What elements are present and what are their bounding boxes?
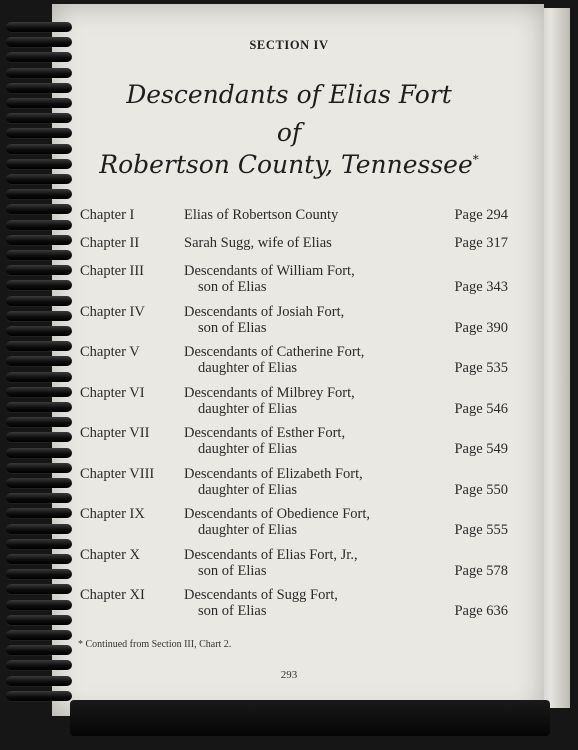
binding-coil <box>6 554 72 564</box>
toc-row <box>80 425 510 466</box>
desc-line-2: son of Elias <box>198 603 267 619</box>
page-reference: Page 555 <box>454 522 508 538</box>
chapter-label: Chapter I <box>80 207 135 223</box>
page-reference: Page 546 <box>454 400 508 417</box>
binding-coil <box>6 326 72 336</box>
chapter-label: Chapter VII <box>80 425 150 441</box>
toc-row <box>80 547 510 588</box>
binding-coil <box>6 539 72 549</box>
page-reference: Page 317 <box>454 235 508 251</box>
binding-coil <box>6 584 72 594</box>
binding-coil <box>6 569 72 579</box>
desc-line-2: daughter of Elias <box>198 400 298 417</box>
desc-line-1: Descendants of Sugg Fort, <box>184 587 338 603</box>
chapter-label: Chapter IX <box>80 506 145 522</box>
chapter-description <box>184 235 332 251</box>
binding-coil <box>6 235 72 245</box>
title-line-3 <box>0 150 578 179</box>
binding-coil <box>6 417 72 427</box>
toc-row <box>80 587 510 628</box>
desc-line-1: Descendants of Esther Fort, <box>184 425 346 441</box>
toc-row <box>80 207 510 235</box>
page-reference: Page 578 <box>454 562 508 579</box>
chapter-description <box>184 587 338 619</box>
page-reference: Page 535 <box>454 360 508 376</box>
binding-coil <box>6 432 72 442</box>
toc-row <box>80 235 510 263</box>
section-heading: SECTION IV <box>249 38 329 52</box>
desc-line-1: Descendants of William Fort, <box>184 263 355 279</box>
desc-line-1: Descendants of Obedience Fort, <box>184 506 371 522</box>
page-reference: Page 636 <box>454 603 508 619</box>
chapter-description <box>184 466 363 498</box>
footnote: * Continued from Section III, Chart 2. <box>78 639 232 650</box>
binding-coil <box>6 508 72 518</box>
chapter-label: Chapter X <box>80 546 140 563</box>
chapter-description <box>184 207 338 223</box>
toc-row <box>80 466 510 507</box>
binding-coil <box>6 478 72 488</box>
binding-coil <box>6 250 72 260</box>
desc-line-2: son of Elias <box>198 562 267 579</box>
desc-line-1: Descendants of Catherine Fort, <box>184 344 365 360</box>
binding-coil <box>6 615 72 625</box>
desc-line-2: son of Elias <box>198 319 267 336</box>
page-reference: Page 343 <box>454 279 508 295</box>
chapter-description <box>184 263 355 295</box>
binding-coil <box>6 524 72 534</box>
desc-line-2: son of Elias <box>198 279 267 295</box>
chapter-label: Chapter V <box>80 344 140 360</box>
page-reference: Page 294 <box>454 207 508 223</box>
binding-coil <box>6 220 72 230</box>
desc-line-1: Descendants of Elizabeth Fort, <box>184 465 363 482</box>
desc-line-2: daughter of Elias <box>198 360 298 376</box>
binding-coil <box>6 341 72 351</box>
desc-line-1: Descendants of Elias Fort, Jr., <box>184 546 358 563</box>
binding-coil <box>6 372 72 382</box>
chapter-description <box>184 344 364 376</box>
chapter-label: Chapter III <box>80 263 145 279</box>
chapter-description <box>184 304 344 336</box>
binding-coil <box>6 402 72 412</box>
desc-line-1: Descendants of Milbrey Fort, <box>184 384 355 401</box>
binding-coil <box>6 280 72 290</box>
chapter-label: Chapter II <box>80 235 140 251</box>
binding-coil <box>6 52 72 62</box>
page-number: 293 <box>280 669 298 681</box>
chapter-label: Chapter IV <box>80 303 145 320</box>
title-line-1: Descendants of Elias Fort <box>126 80 452 109</box>
toc-row <box>80 344 510 385</box>
title-line-2: of <box>276 118 302 147</box>
chapter-label: Chapter VIII <box>80 465 155 482</box>
binding-coil <box>6 22 72 32</box>
page-reference: Page 550 <box>454 481 508 498</box>
spiral-binding <box>0 0 80 750</box>
binding-coil <box>6 296 72 306</box>
binding-coil <box>6 68 72 78</box>
binding-coil <box>6 311 72 321</box>
binding-coil <box>6 356 72 366</box>
chapter-label: Chapter XI <box>80 587 145 603</box>
binding-coil <box>6 600 72 610</box>
page-reference: Page 390 <box>454 319 508 336</box>
chapter-label: Chapter VI <box>80 384 145 401</box>
binding-coil <box>6 463 72 473</box>
toc-row <box>80 506 510 547</box>
binding-coil <box>6 630 72 640</box>
desc-line-1: Sarah Sugg, wife of Elias <box>184 235 332 251</box>
chapter-description <box>184 506 370 538</box>
binding-coil <box>6 448 72 458</box>
chapter-description <box>184 547 358 579</box>
toc-row <box>80 385 510 426</box>
bottom-shadow <box>70 700 550 736</box>
toc-row <box>80 263 510 304</box>
title-asterisk: * <box>472 152 479 167</box>
binding-coil <box>6 493 72 503</box>
desc-line-2: daughter of Elias <box>198 522 298 538</box>
binding-coil <box>6 204 72 214</box>
desc-line-2: daughter of Elias <box>198 441 298 457</box>
binding-coil <box>6 645 72 655</box>
binding-coil <box>6 691 72 701</box>
page-reference: Page 549 <box>454 441 508 457</box>
chapter-description <box>184 385 355 417</box>
binding-coil <box>6 387 72 397</box>
toc-row <box>80 304 510 345</box>
desc-line-2: daughter of Elias <box>198 481 298 498</box>
binding-coil <box>6 189 72 199</box>
table-of-contents <box>80 207 510 628</box>
desc-line-1: Elias of Robertson County <box>184 207 339 223</box>
title-line-3-text: Robertson County, Tennessee <box>99 150 473 179</box>
chapter-description <box>184 425 345 457</box>
binding-coil <box>6 265 72 275</box>
desc-line-1: Descendants of Josiah Fort, <box>184 303 345 320</box>
